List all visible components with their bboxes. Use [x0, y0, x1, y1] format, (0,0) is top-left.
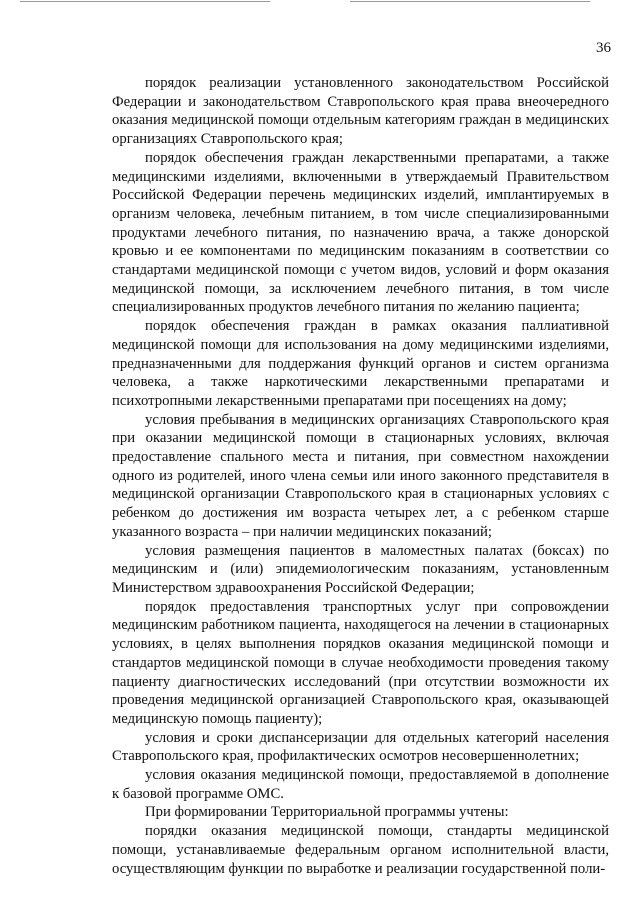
- paragraph: порядок реализации установленного законодательством Российской Федерации и законодательством Ставропольского края права внеочередного оказания медицинской помощи отдельным категориям граждан в медицинских организациях Ставропольского края;: [112, 75, 609, 148]
- paragraph: порядок обеспечения граждан в рамках оказания паллиативной медицинской помощи для использования на дому медицинскими изделиями, предназначенными для поддержания функций органов и систем организма человека, а также наркотическими лекарственными препаратами и психотропными лекарственными препаратами при посещениях на дому;: [112, 318, 609, 409]
- paragraph: условия пребывания в медицинских организациях Ставропольского края при оказании медицинской помощи в стационарных условиях, включая предоставление спального места и питания, при совместном нахождении одного из родителей, иного члена семьи или иного законного представителя в медицинской организации Ставропольского края в стационарных условиях с ребенком до достижения им возраста четырех лет, а с ребенком старше указанного возраста – при наличии медицинских показаний;: [112, 411, 609, 540]
- paragraph: порядки оказания медицинской помощи, стандарты медицинской помощи, устанавливаемые федеральным органом исполнительной власти, осуществляющим функции по выработке и реализации государственной поли-: [112, 823, 609, 877]
- scan-edge-line: [20, 1, 270, 2]
- paragraph: условия размещения пациентов в маломестных палатах (боксах) по медицинским и (или) эпидемиологическим показаниям, установленным Министерством здравоохранения Российской Федерации;: [112, 542, 609, 596]
- paragraph: условия оказания медицинской помощи, предоставляемой в дополнение к базовой программе ОМС.: [112, 767, 609, 802]
- paragraph: При формировании Территориальной программы учтены:: [145, 804, 509, 821]
- document-body: [112, 74, 609, 878]
- paragraph: условия и сроки диспансеризации для отдельных категорий населения Ставропольского края, профилактических осмотров несовершеннолетних;: [112, 729, 609, 765]
- scan-edge-line: [350, 1, 590, 2]
- paragraph: порядок обеспечения граждан лекарственными препаратами, а также медицинскими изделиями, включенными в утверждаемый Правительством Российской Федерации перечень медицинских изделий, имплантируемых в организм человека, лечебным питанием, в том числе специализированными продуктами лечебного питания, по назначению врача, а также донорской кровью и ее компонентами по медицинским показаниям в соответствии со стандартами медицинской помощи с учетом видов, условий и форм оказания медицинской помощи, за исключением лечебного питания, в том числе специализированных продуктов лечебного питания по желанию пациента;: [112, 149, 609, 316]
- page-number: 36: [596, 40, 611, 56]
- paragraph: порядок предоставления транспортных услуг при сопровождении медицинским работником пациента, находящегося на лечении в стационарных условиях, в целях выполнения порядков оказания медицинской помощи и стандартов медицинской помощи в случае необходимости проведения такому пациенту диагностических исследований (при отсутствии возможности их проведения медицинской организацией Ставропольского края, оказывающей медицинскую помощь пациенту);: [112, 598, 609, 727]
